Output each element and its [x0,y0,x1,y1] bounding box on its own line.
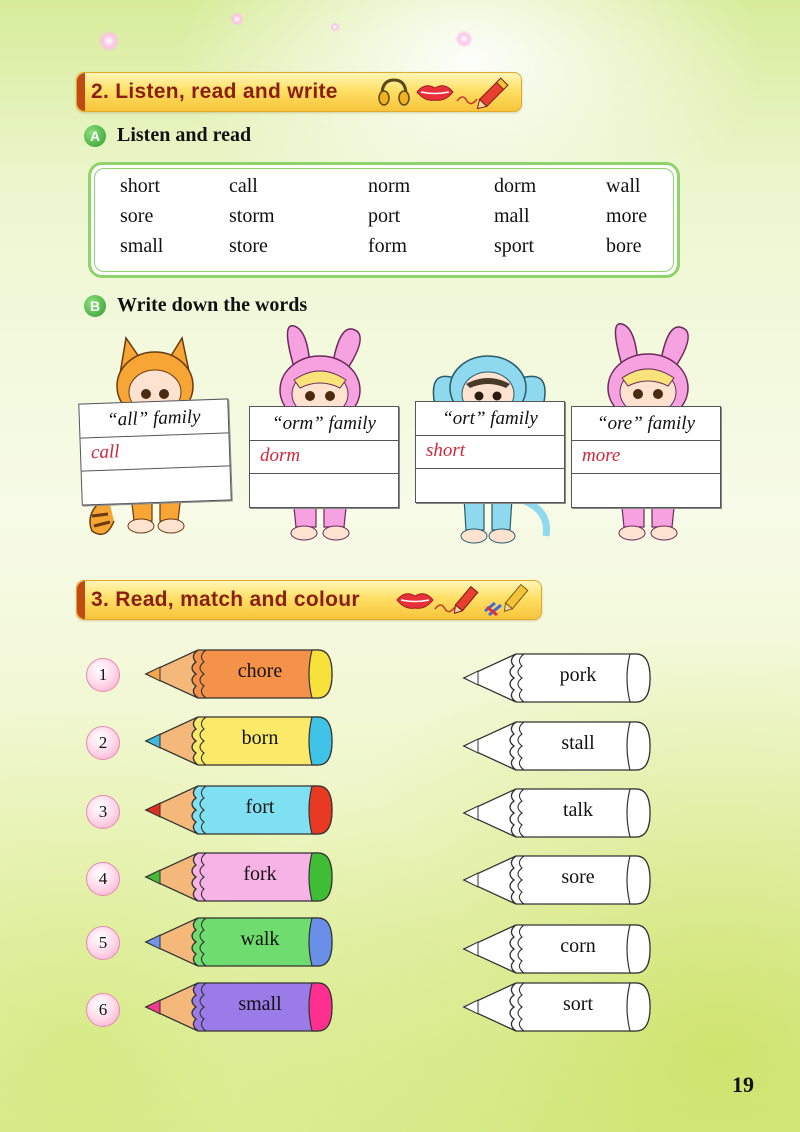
part-a-heading: Listen and read [117,124,252,146]
pencil-word-label: pork [559,664,597,686]
sign-answer: more [582,445,621,466]
section-3-banner [76,580,542,620]
section-2-title: 2. Listen, read and write [91,80,338,103]
banner-accent [77,73,85,111]
sign-line [416,435,564,436]
lips-icon [415,81,455,103]
part-b-badge: B [84,295,106,317]
blank-pencil-item[interactable] [458,785,658,841]
word-item: small [120,235,164,257]
all-family-sign [78,398,231,505]
part-a-badge: A [84,125,106,147]
blank-pencil-item[interactable] [458,921,658,977]
word-item: form [368,235,407,257]
word-item: store [229,235,268,257]
sign-family-label: “ort” family [442,408,538,429]
word-item: norm [368,175,411,197]
word-item: sport [494,235,534,257]
sign-line [250,473,398,474]
sign-line [80,432,228,438]
number-badge: 4 [86,862,120,896]
decorative-sparkle [455,30,473,48]
blank-pencil-item[interactable] [458,650,658,706]
pencil-writing-icon [453,75,513,109]
sign-line [250,440,398,441]
crayon-colouring-icon [481,581,537,619]
word-item: dorm [494,175,537,197]
word-item: short [120,175,160,197]
pencil-word-label: fork [243,863,277,885]
word-item: call [229,175,258,197]
pencil-word-label: sort [563,993,593,1015]
colored-pencil-item[interactable] [140,782,340,838]
ore-family-sign [571,406,721,508]
sign-answer: dorm [260,445,301,466]
word-item: sore [120,205,154,227]
sign-line [572,473,720,474]
blank-pencil-item[interactable] [458,979,658,1035]
pencil-word-label: stall [561,732,595,754]
ort-family-sign [415,401,565,503]
sign-answer: call [90,441,120,464]
sign-line [82,465,230,471]
pencil-word-label: born [241,727,279,749]
pencil-word-label: sore [561,866,595,888]
colored-pencil-item[interactable] [140,914,340,970]
decorative-sparkle [330,22,340,32]
word-item: mall [494,205,530,227]
pencil-word-label: fort [245,796,275,818]
section-2-banner [76,72,522,112]
word-item: wall [606,175,641,197]
orm-family-sign [249,406,399,508]
number-badge: 3 [86,795,120,829]
word-item: storm [229,205,275,227]
sign-line [416,468,564,469]
banner-accent [77,581,85,619]
decorative-sparkle [98,30,120,52]
blank-pencil-item[interactable] [458,718,658,774]
sign-family-label: “all” family [106,406,201,431]
pencil-word-label: corn [560,935,596,957]
pencil-word-label: chore [237,660,283,682]
word-item: more [606,205,648,227]
decorative-sparkle [230,12,244,26]
number-badge: 5 [86,926,120,960]
colored-pencil-item[interactable] [140,979,340,1035]
headphones-icon [377,77,411,107]
number-badge: 6 [86,993,120,1027]
colored-pencil-item[interactable] [140,713,340,769]
number-badge: 1 [86,658,120,692]
word-item: bore [606,235,642,257]
pencil-word-label: small [238,993,282,1015]
sign-answer: short [426,440,466,461]
page-number: 19 [732,1072,754,1097]
word-item: port [368,205,401,227]
pencil-word-label: walk [240,928,280,950]
colored-pencil-item[interactable] [140,646,340,702]
sign-family-label: “orm” family [272,413,376,434]
pencil-word-label: talk [563,799,593,821]
sign-family-label: “ore” family [597,413,695,434]
blank-pencil-item[interactable] [458,852,658,908]
pencil-writing-icon [433,583,483,617]
sign-line [572,440,720,441]
number-badge: 2 [86,726,120,760]
section-3-title: 3. Read, match and colour [91,588,360,611]
colored-pencil-item[interactable] [140,849,340,905]
lips-icon [395,589,435,611]
part-b-heading: Write down the words [117,294,308,316]
